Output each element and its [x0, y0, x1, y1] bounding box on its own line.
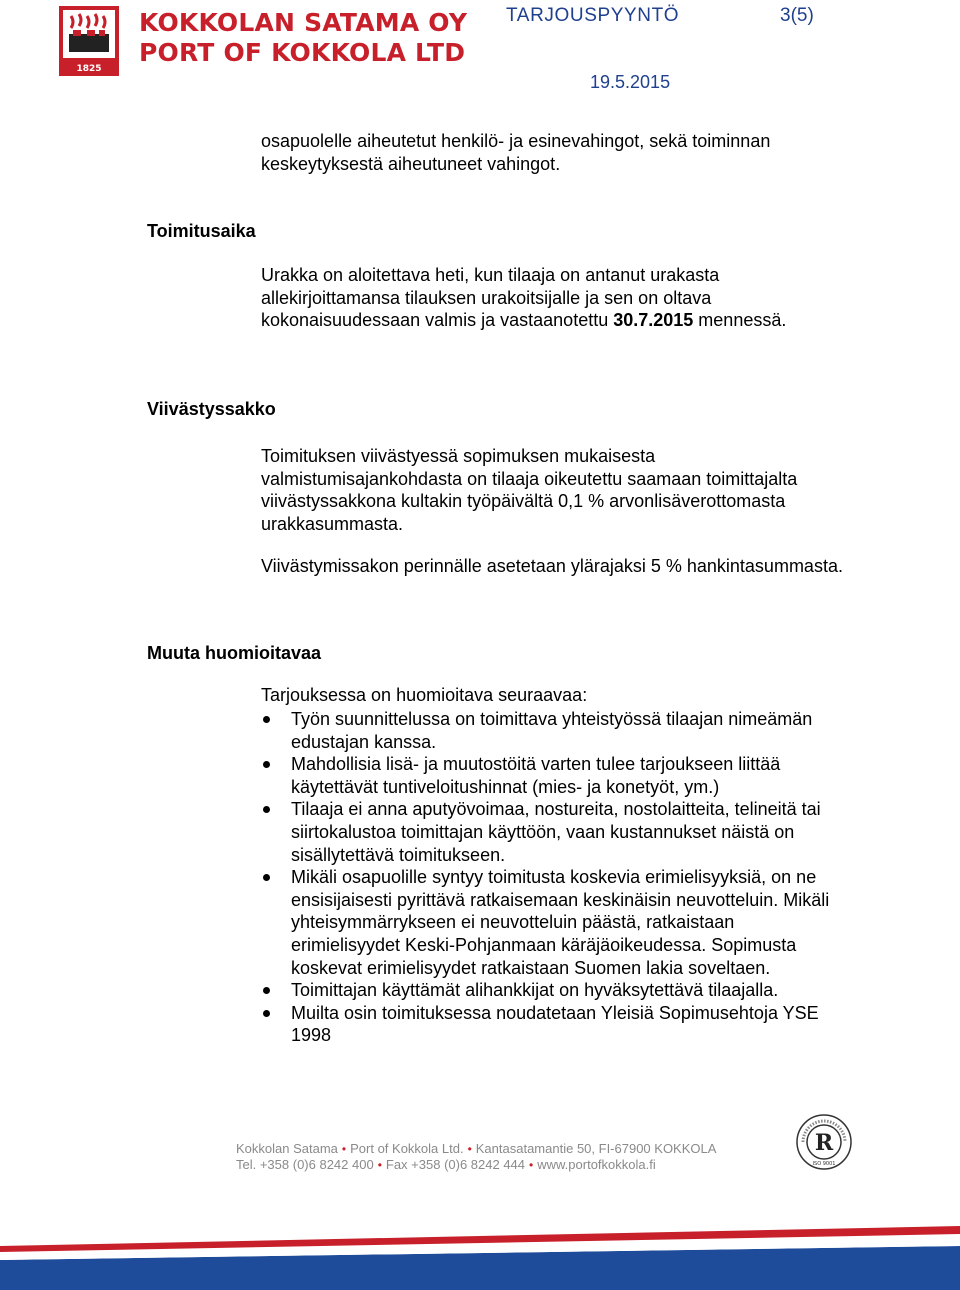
- list-item-text: Työn suunnittelussa on toimittava yhteistyössä tilaajan nimeämän edustajan kanssa.: [291, 709, 813, 752]
- list-item-text: Mahdollisia lisä- ja muutostöitä varten tulee tarjoukseen liittää käytettävät tuntiveloitushinnat (mies- ja konetyöt, ym.): [291, 754, 781, 797]
- footer-company-fi: Kokkolan Satama: [236, 1141, 338, 1156]
- list-item: [261, 866, 841, 979]
- footer-company-en: Port of Kokkola Ltd.: [350, 1141, 464, 1156]
- company-name-fi: KOKKOLAN SATAMA OY: [139, 8, 468, 37]
- footer-phone: Tel. +358 (0)6 8242 400: [236, 1157, 374, 1172]
- page-number: 3(5): [780, 5, 814, 26]
- toimitusaika-date: 30.7.2015: [613, 310, 694, 331]
- bullet-icon: [263, 806, 270, 813]
- viivastyssakko-paragraph-1: Toimituksen viivästyessä sopimuksen mukaisesta valmistumisajankohdasta on tilaaja oikeutettu saamaan toimittajalta viivästyssakkona kultakin työpäivältä 0,1 % arvonlisäverottomasta urakkasummasta.: [261, 446, 798, 534]
- continuation-paragraph: osapuolelle aiheutetut henkilö- ja esinevahingot, sekä toiminnan keskeytyksestä aiheutuneet vahingot.: [261, 131, 771, 174]
- bullet-icon: [263, 761, 270, 768]
- list-item-text: Muilta osin toimituksessa noudatetaan Yleisiä Sopimusehtoja YSE 1998: [291, 1002, 819, 1046]
- toimitusaika-text-before: Urakka on aloitettava heti, kun tilaaja on antanut urakasta allekirjoittamansa tilauksen urakoitsijalle ja sen on oltava kokonaisuudessaan valmis ja vastaanotettu: [261, 265, 720, 331]
- viivastyssakko-paragraph-2: Viivästymissakon perinnälle asetetaan ylärajaksi 5 % hankintasummasta.: [261, 556, 843, 576]
- heading-viivastyssakko: Viivästyssakko: [147, 399, 276, 419]
- list-item-text: Mikäli osapuolille syntyy toimitusta koskevia erimielisyyksiä, on ne ensisijaisesti pyrittävä ratkaisemaan keskinäisin neuvotteluin. Mikäli yhteisymmärrykseen ei neuvotteluin päästä, ratkaistaan erimielisyydet Keski-Pohjanmaan käräjäoikeudessa. Sopimusta koskevat erimielisyydet ratkaistaan Suomen lakia soveltaen.: [291, 867, 830, 978]
- bullet-icon: [263, 1010, 270, 1017]
- bullet-icon: [263, 716, 270, 723]
- footer-separator: •: [467, 1142, 472, 1156]
- footer-address: Kantasatamantie 50, FI-67900 KOKKOLA: [475, 1141, 717, 1156]
- list-item: [261, 753, 841, 798]
- list-item: [261, 708, 841, 753]
- footer-separator: •: [377, 1158, 382, 1172]
- list-item: [261, 979, 841, 1002]
- list-item-text: Toimittajan käyttämät alihankkijat on hyväksytettävä tilaajalla.: [291, 980, 779, 1001]
- muuta-intro: Tarjouksessa on huomioitava seuraavaa:: [261, 685, 588, 705]
- toimitusaika-text-after: mennessä.: [693, 310, 787, 331]
- logo-year: 1825: [76, 64, 102, 74]
- bullet-icon: [263, 874, 270, 881]
- company-name-en: PORT OF KOKKOLA LTD: [139, 38, 466, 67]
- certification-seal-icon: [795, 1113, 853, 1171]
- muuta-bullet-list: [261, 708, 841, 1047]
- footer-website: www.portofkokkola.fi: [537, 1157, 656, 1172]
- document-type: TARJOUSPYYNTÖ: [506, 5, 680, 26]
- bottom-decorative-stripe: [0, 1182, 960, 1290]
- heading-muuta-huomioitavaa: Muuta huomioitavaa: [147, 643, 322, 663]
- footer-address-line: [236, 1141, 756, 1156]
- footer-contact-line: [236, 1157, 756, 1172]
- footer-fax: Fax +358 (0)6 8242 444: [385, 1157, 526, 1172]
- company-logo: [59, 6, 119, 76]
- heading-toimitusaika: Toimitusaika: [147, 221, 256, 241]
- document-date: 19.5.2015: [590, 72, 671, 92]
- list-item: [261, 798, 841, 866]
- toimitusaika-paragraph: [261, 264, 861, 332]
- footer-separator: •: [341, 1142, 347, 1156]
- list-item: [261, 1002, 841, 1047]
- cert-letter: R: [814, 1130, 834, 1156]
- bullet-icon: [263, 987, 270, 994]
- list-item-text: Tilaaja ei anna aputyövoimaa, nostureita, nostolaitteita, telineitä tai siirtokalustoa toimittajan käyttöön, vaan kustannukset näistä on sisällytettävä toimitukseen.: [291, 799, 821, 865]
- cert-bottom-text: ISO 9001: [812, 1161, 836, 1167]
- footer-separator: •: [529, 1158, 534, 1172]
